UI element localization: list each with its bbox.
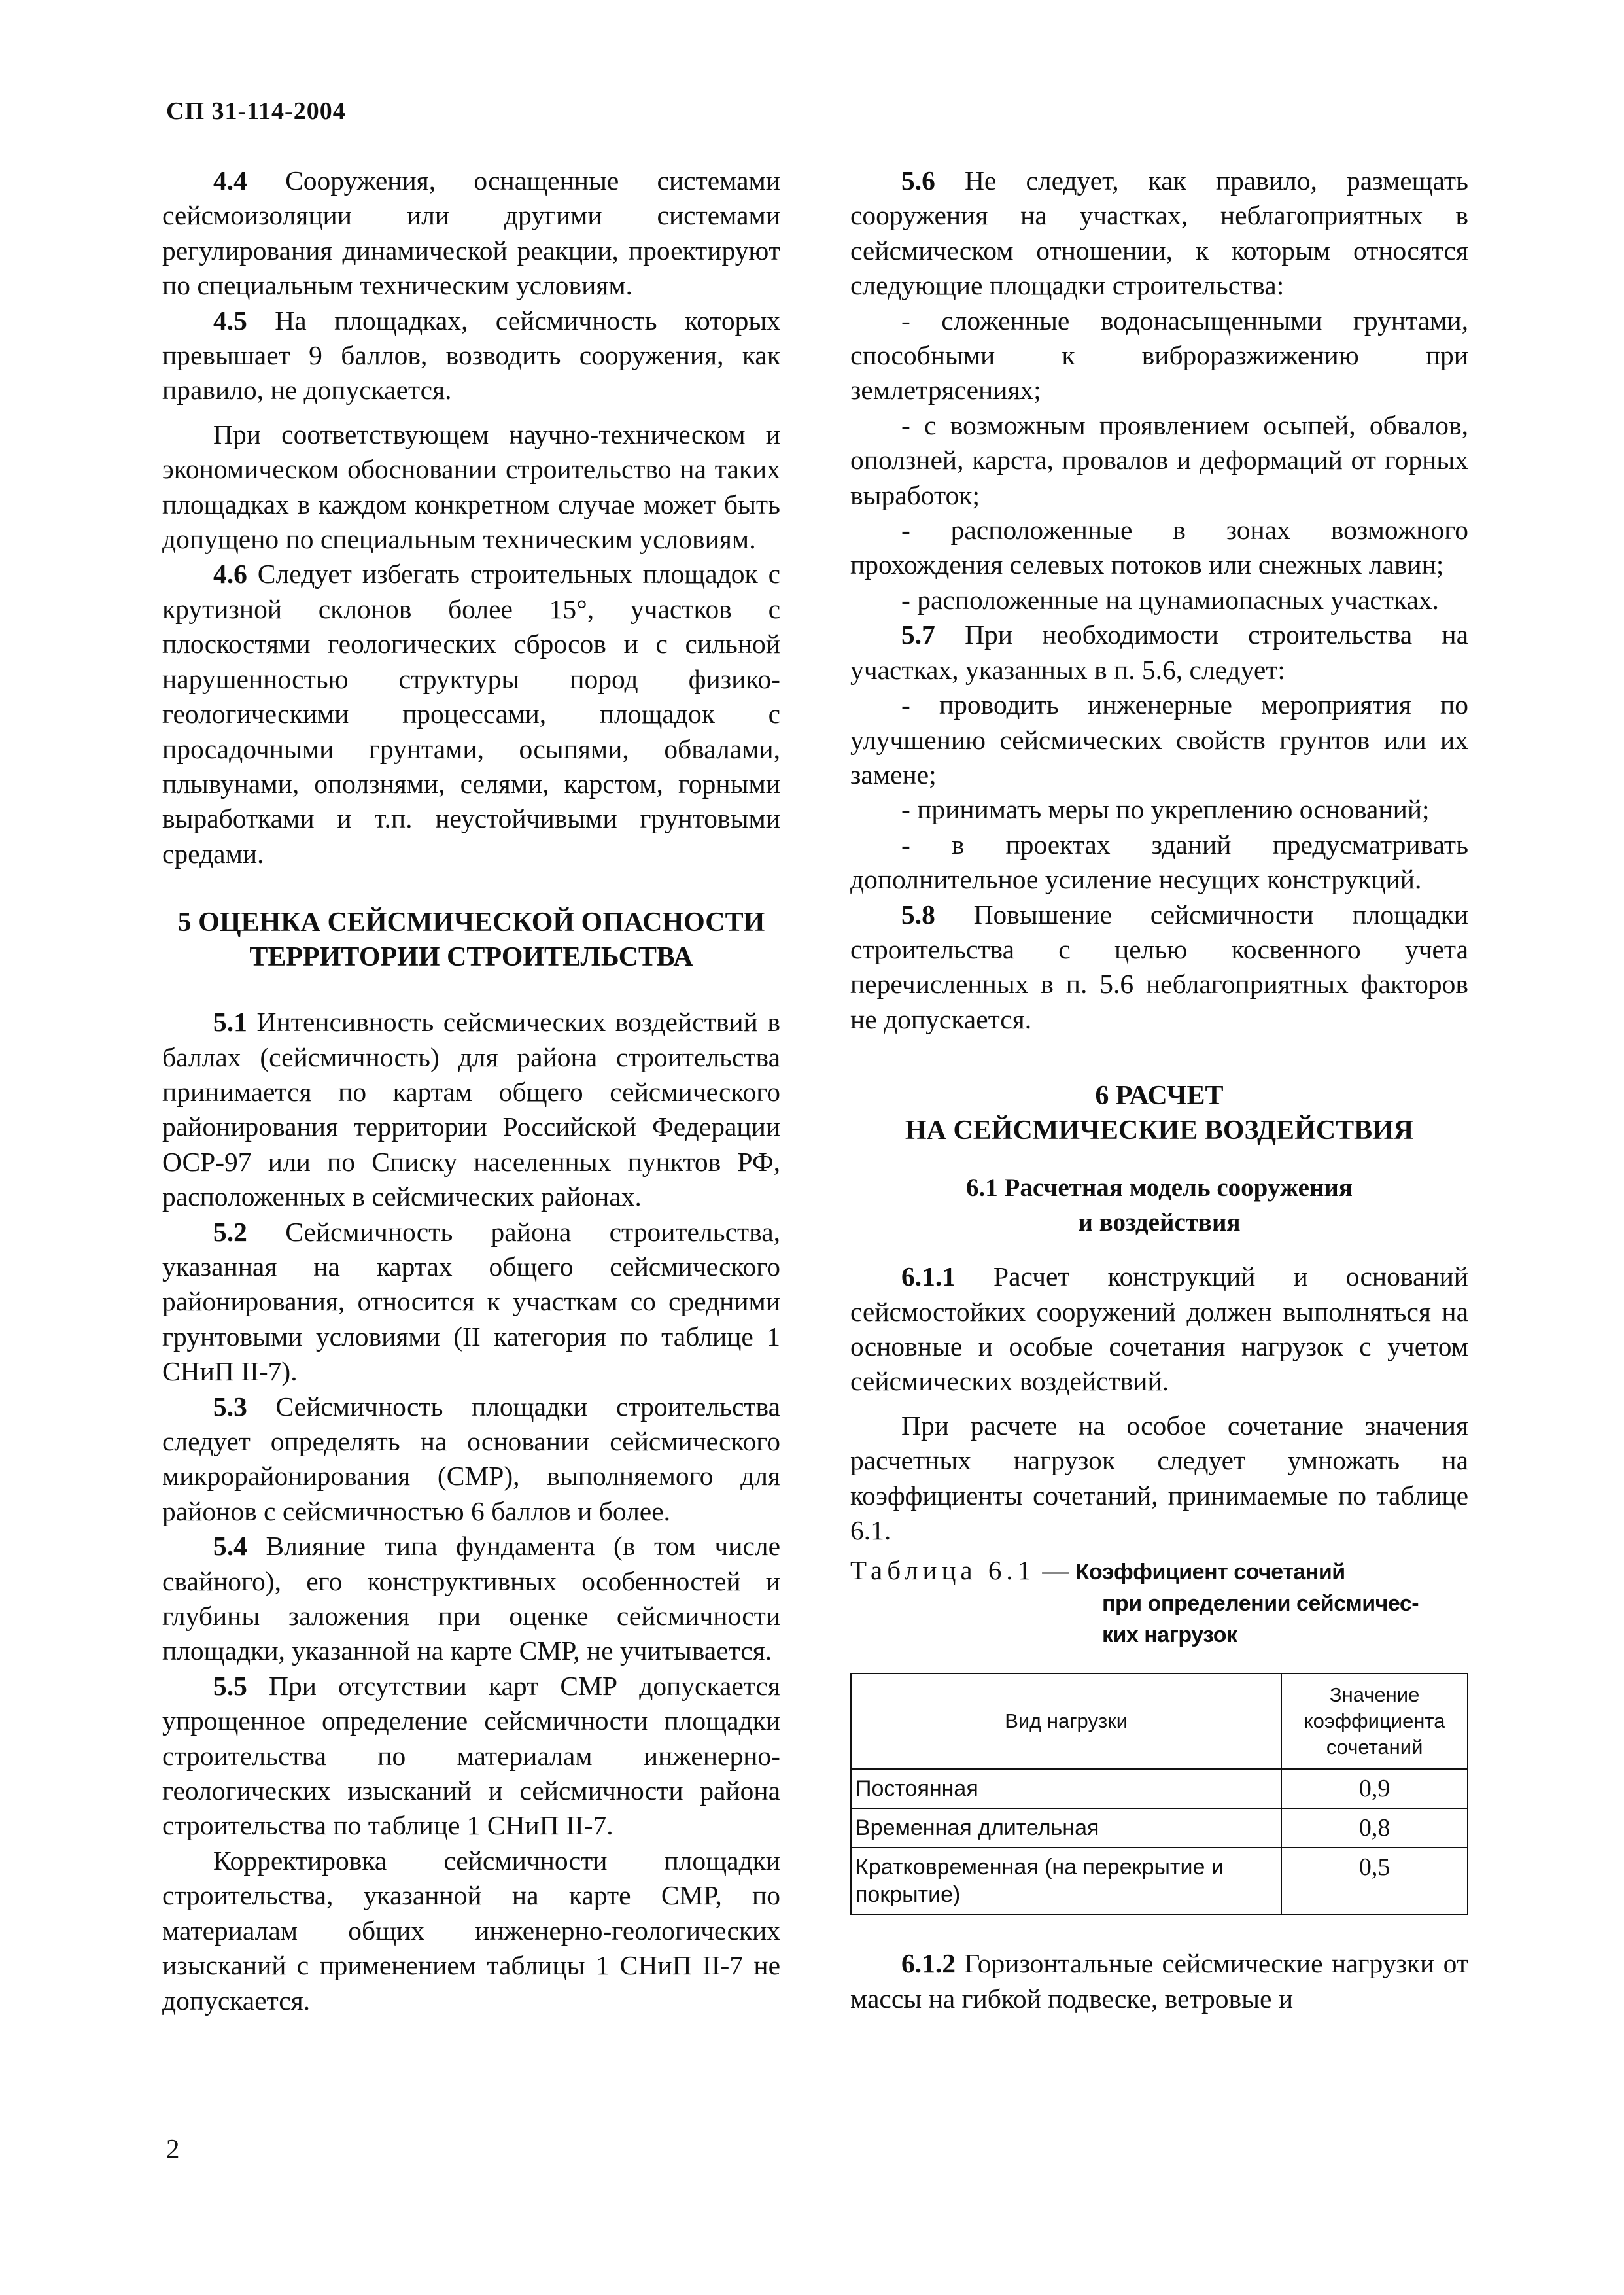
paragraph-5-6: 5.6 Не следует, как правило, размещать сооружения на участках, неблагоприятных в сейсмическом отношении, к которым относятся следующие площадки строительства: [850,166,1468,301]
paragraph-4-6: 4.6 Следует избегать строительных площадок с крутизной склонов более 15°, участков с плоскостями геологических сбросов и с сильной нарушенностью структуры пород физико-геологическими процессами, площадок с просадочными грунтами, осыпями, обвалами, плывунами, оползнями, селями, карстом, горными выработками и т.п. неустойчивыми грунтовыми средами. [162,559,780,869]
column-header-coefficient: Значение коэффициента сочетаний [1281,1673,1468,1769]
clause-number: 5.3 [213,1391,247,1422]
load-type-cell: Временная длительная [851,1808,1281,1848]
table-row [851,1808,1468,1848]
list-item: - сложенные водонасыщенными грунтами, способными к виброразжижению при землетрясениях; [850,305,1468,406]
paragraph-5-5-continued: Корректировка сейсмичности площадки строительства, указанной на карте СМР, по материалам общих инженерно-геологических изысканий с применением таблицы 1 СНиП II-7 не допускается. [162,1845,780,2016]
paragraph-5-2: 5.2 Сейсмичность района строительства, указанная на картах общего сейсмического районирования, относится к участкам со средними грунтовыми условиями (II категория по таблице 1 СНиП II-7). [162,1216,780,1387]
clause-number: 5.6 [901,166,935,196]
section-6-heading-line1: 6 РАСЧЕТ [1095,1081,1224,1112]
table-header-row [851,1673,1468,1769]
paragraph-6-1-2: 6.1.2 Горизонтальные сейсмические нагрузки от массы на гибкой подвеске, ветровые и [850,1948,1468,2014]
subsection-6-1-heading-line2: и воздействия [1078,1208,1241,1237]
clause-number: 5.8 [901,899,935,930]
clause-number: 5.7 [901,620,935,650]
list-item: - в проектах зданий предусматривать дополнительное усиление несущих конструкций. [850,829,1468,895]
clause-number: 4.5 [213,305,247,336]
section-6-heading-line2: НА СЕЙСМИЧЕСКИЕ ВОЗДЕЙСТВИЯ [905,1115,1414,1146]
table-caption: Таблица 6.1 — Коэффициент сочетаний при определении сейсмичес- ких нагрузок [850,1554,1468,1651]
clause-number: 4.4 [213,166,247,196]
paragraph-4-5-continued: При соответствующем научно-техническом и экономическом обосновании строительство на таких площадках в каждом конкретном случае может быть допущено по специальным техническим условиям. [162,419,780,555]
clause-number: 6.1.2 [901,1948,956,1979]
clause-number: 5.5 [213,1670,247,1701]
table-label: Таблица 6.1 [850,1555,1036,1586]
clause-number: 6.1.1 [901,1261,956,1292]
clause-number: 4.6 [213,559,247,589]
coefficient-cell: 0,9 [1281,1769,1468,1808]
paragraph-6-1-1-continued: При расчете на особое сочетание значения расчетных нагрузок следует умножать на коэффициенты сочетаний, принимаемые по таблице 6.1. [850,1410,1468,1545]
coefficient-cell: 0,8 [1281,1808,1468,1848]
paragraph-5-8: 5.8 Повышение сейсмичности площадки строительства с целью косвенного учета перечисленных в п. 5.6 неблагоприятных факторов не допускается. [850,899,1468,1034]
paragraph-5-4: 5.4 Влияние типа фундамента (в том числе свайного), его конструктивных особенностей и глубины заложения при оценке сейсмичности площадки, указанной на карте СМР, не учитывается. [162,1531,780,1666]
paragraph-4-5: 4.5 На площадках, сейсмичность которых превышает 9 баллов, возводить сооружения, как правило, не допускается. [162,305,780,406]
load-type-cell: Постоянная [851,1769,1281,1808]
paragraph-5-3: 5.3 Сейсмичность площадки строительства следует определять на основании сейсмического микрорайонирования (СМР), выполняемого для районов с сейсмичностью 6 баллов и более. [162,1391,780,1526]
combination-coefficient-table [850,1673,1468,1915]
paragraph-5-1: 5.1 Интенсивность сейсмических воздействий в баллах (сейсмичность) для района строительства принимается по картам общего сейсмического районирования территории Российской Федерации ОСР-97 или по Списку населенных пунктов РФ, расположенных в сейсмических районах. [162,1007,780,1212]
clause-number: 5.2 [213,1216,247,1247]
section-5-heading-line2: ТЕРРИТОРИИ СТРОИТЕЛЬСТВА [249,942,693,973]
paragraph-5-5: 5.5 При отсутствии карт СМР допускается упрощенное определение сейсмичности площадки строительства по материалам инженерно-геологических изысканий и сейсмичности района строительства по таблице 1 СНиП II-7. [162,1670,780,1841]
table-title-line3: ких нагрузок [1102,1622,1237,1648]
document-code-header: СП 31-114-2004 [166,97,346,125]
table-row [851,1769,1468,1808]
clause-number: 5.4 [213,1531,247,1562]
subsection-6-1-heading-line1: 6.1 Расчетная модель сооружения [966,1174,1353,1202]
left-column [162,164,780,2018]
clause-number: 5.1 [213,1007,247,1038]
table-row [851,1848,1468,1914]
list-item: - принимать меры по укреплению оснований; [901,794,1430,825]
list-item: - с возможным проявлением осыпей, обвалов, оползней, карста, провалов и деформаций от горных выработок; [850,410,1468,510]
right-column [850,164,1468,2016]
list-item: - расположенные в зонах возможного прохождения селевых потоков или снежных лавин; [850,515,1468,580]
page-number: 2 [166,2133,180,2164]
paragraph-5-7: 5.7 При необходимости строительства на участках, указанных в п. 5.6, следует: [850,620,1468,685]
table-title-line2: при определении сейсмичес- [1102,1591,1419,1617]
table-title: Коэффициент сочетаний [1075,1560,1345,1585]
coefficient-cell: 0,5 [1281,1848,1468,1914]
column-header-load-type: Вид нагрузки [851,1673,1281,1769]
section-5-heading-line1: 5 ОЦЕНКА СЕЙСМИЧЕСКОЙ ОПАСНОСТИ [177,907,765,938]
paragraph-4-4: 4.4 Сооружения, оснащенные системами сейсмоизоляции или другими системами регулирования динамической реакции, проектируют по специальным техническим условиям. [162,166,780,301]
list-item: - проводить инженерные мероприятия по улучшению сейсмических свойств грунтов или их замене; [850,690,1468,790]
load-type-cell: Кратковременная (на перекрытие и покрытие) [851,1848,1281,1914]
paragraph-6-1-1: 6.1.1 Расчет конструкций и оснований сейсмостойких сооружений должен выполняться на основные и особые сочетания нагрузок с учетом сейсмических воздействий. [850,1261,1468,1397]
list-item: - расположенные на цунамиопасных участках. [901,584,1440,615]
